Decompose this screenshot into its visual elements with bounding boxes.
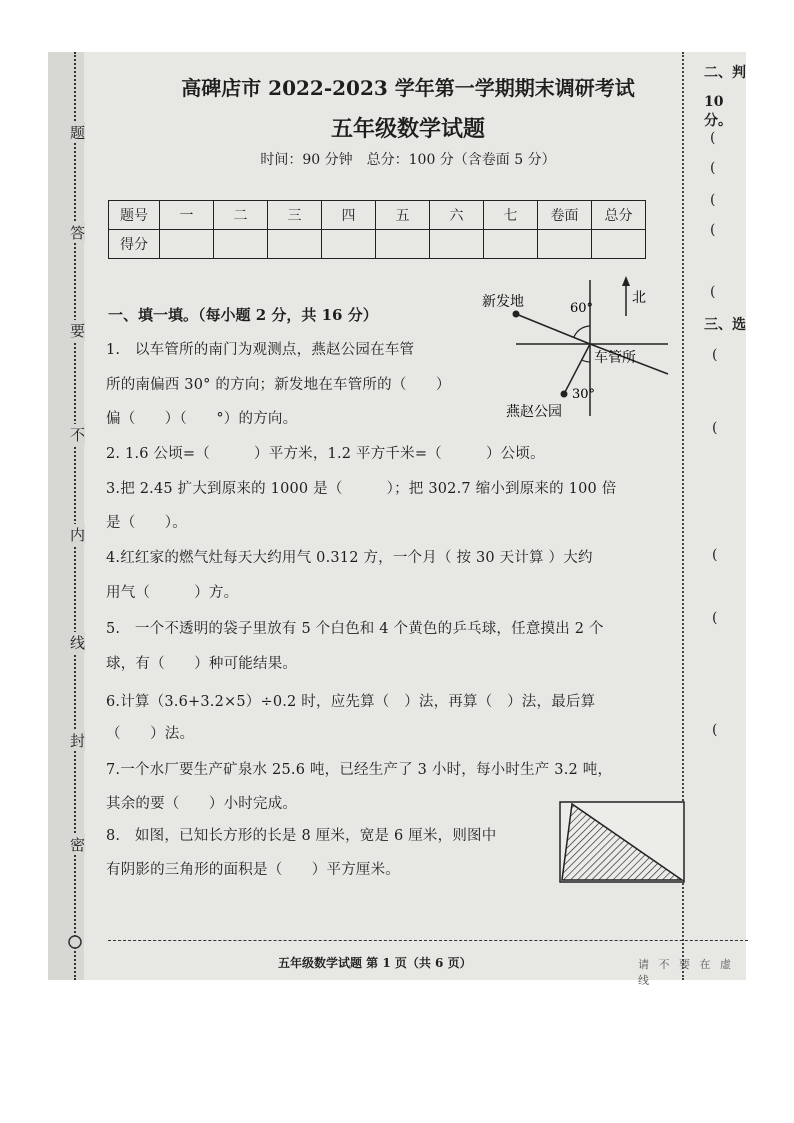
right-paren: (: [712, 420, 718, 436]
score-cell: 七: [484, 201, 538, 230]
score-cell: 卷面: [538, 201, 592, 230]
right-paren: (: [710, 130, 716, 146]
binding-circle: [48, 52, 84, 980]
question-line: 其余的要（ ）小时完成。: [106, 796, 298, 812]
score-cell: 题号: [109, 201, 160, 230]
question-line: 4.红红家的燃气灶每天大约用气 0.312 方，一个月（ 按 30 天计算 ）大约: [106, 550, 593, 566]
score-input-cell[interactable]: [268, 230, 322, 259]
score-cell: 三: [268, 201, 322, 230]
question-line: 是（ ）。: [106, 515, 187, 531]
binding-char: 要: [70, 322, 86, 340]
right-paren: (: [710, 284, 716, 300]
right-paren: (: [710, 192, 716, 208]
score-input-cell[interactable]: [430, 230, 484, 259]
score-input-cell[interactable]: [538, 230, 592, 259]
exam-title: 高碑店市 2022-2023 学年第一学期期末调研考试: [181, 76, 635, 100]
footer-right-note: 请 不 要 在 虚 线: [638, 958, 734, 987]
label-office: 车管所: [594, 350, 636, 366]
score-table-header-row: [109, 201, 646, 230]
right-paren: (: [712, 722, 718, 738]
score-table: [108, 200, 646, 259]
question-line: 7.一个水厂要生产矿泉水 25.6 吨，已经生产了 3 小时，每小时生产 3.2 吨，: [106, 762, 613, 778]
right-section-2-sub: 10 分。: [704, 94, 732, 129]
question-line: 有阴影的三角形的面积是（ ）平方厘米。: [106, 862, 400, 878]
label-new-place: 新发地: [482, 294, 524, 310]
exam-photo: [48, 52, 746, 987]
right-section-2: 二、判: [704, 65, 746, 81]
score-cell: 得分: [109, 230, 160, 259]
score-input-cell[interactable]: [484, 230, 538, 259]
score-input-cell[interactable]: [322, 230, 376, 259]
label-angle-bottom: 30°: [572, 387, 596, 402]
question-line: 球，有（ ）种可能结果。: [106, 656, 298, 672]
question-line: （ ）法。: [106, 726, 195, 742]
exam-subtitle: 五年级数学试题: [330, 116, 485, 142]
score-cell: 四: [322, 201, 376, 230]
question-line: 6.计算（3.6+3.2×5）÷0.2 时，应先算（ ）法，再算（ ）法，最后算: [106, 694, 596, 710]
score-input-cell[interactable]: [160, 230, 214, 259]
score-cell: 总分: [592, 201, 646, 230]
question-line: 5. 一个不透明的袋子里放有 5 个白色和 4 个黄色的乒乓球，任意摸出 2 个: [106, 621, 604, 637]
exam-info: 时间：90 分钟 总分：100 分（含卷面 5 分）: [260, 152, 556, 168]
score-cell: 一: [160, 201, 214, 230]
question-line: 1. 以车管所的南门为观测点，燕赵公园在车管: [106, 342, 415, 358]
right-paren: (: [710, 160, 716, 176]
binding-char: 封: [70, 732, 86, 750]
score-table-score-row: [109, 230, 646, 259]
label-park: 燕赵公园: [506, 404, 562, 420]
right-paren: (: [710, 222, 716, 238]
direction-diagram: [478, 274, 678, 424]
question-line: 所的南偏西 30° 的方向；新发地在车管所的（ ）: [106, 377, 451, 393]
question-line: 8. 如图，已知长方形的长是 8 厘米，宽是 6 厘米，则图中: [106, 828, 497, 844]
right-paren: (: [712, 610, 718, 626]
binding-char: 内: [70, 526, 86, 544]
question-line: 用气（ ）方。: [106, 585, 239, 601]
label-north: 北: [632, 290, 646, 306]
binding-char: 不: [70, 426, 86, 444]
binding-char: 答: [70, 224, 86, 242]
question-line: 3.把 2.45 扩大到原来的 1000 是（ ）；把 302.7 缩小到原来的 100 倍: [106, 481, 617, 497]
binding-char: 密: [70, 836, 86, 854]
right-section-3: 三、选: [704, 317, 746, 333]
cut-line: [108, 940, 748, 941]
right-paren: (: [712, 547, 718, 563]
score-input-cell[interactable]: [592, 230, 646, 259]
label-angle-top: 60°: [570, 301, 594, 316]
section-heading: 一、填一填。（每小题 2 分，共 16 分）: [108, 306, 378, 324]
question-line: 2. 1.6 公顷=（ ）平方米，1.2 平方千米=（ ）公顷。: [106, 446, 545, 462]
binding-char: 题: [70, 124, 86, 142]
right-paren: (: [712, 347, 718, 363]
page-footer: 五年级数学试题 第 1 页（共 6 页）: [278, 956, 472, 970]
rectangle-diagram: [558, 800, 688, 890]
score-cell: 六: [430, 201, 484, 230]
score-input-cell[interactable]: [214, 230, 268, 259]
score-input-cell[interactable]: [376, 230, 430, 259]
score-cell: 二: [214, 201, 268, 230]
binding-char: 线: [70, 634, 86, 652]
score-cell: 五: [376, 201, 430, 230]
question-line: 偏（ ）（ °）的方向。: [106, 411, 298, 427]
